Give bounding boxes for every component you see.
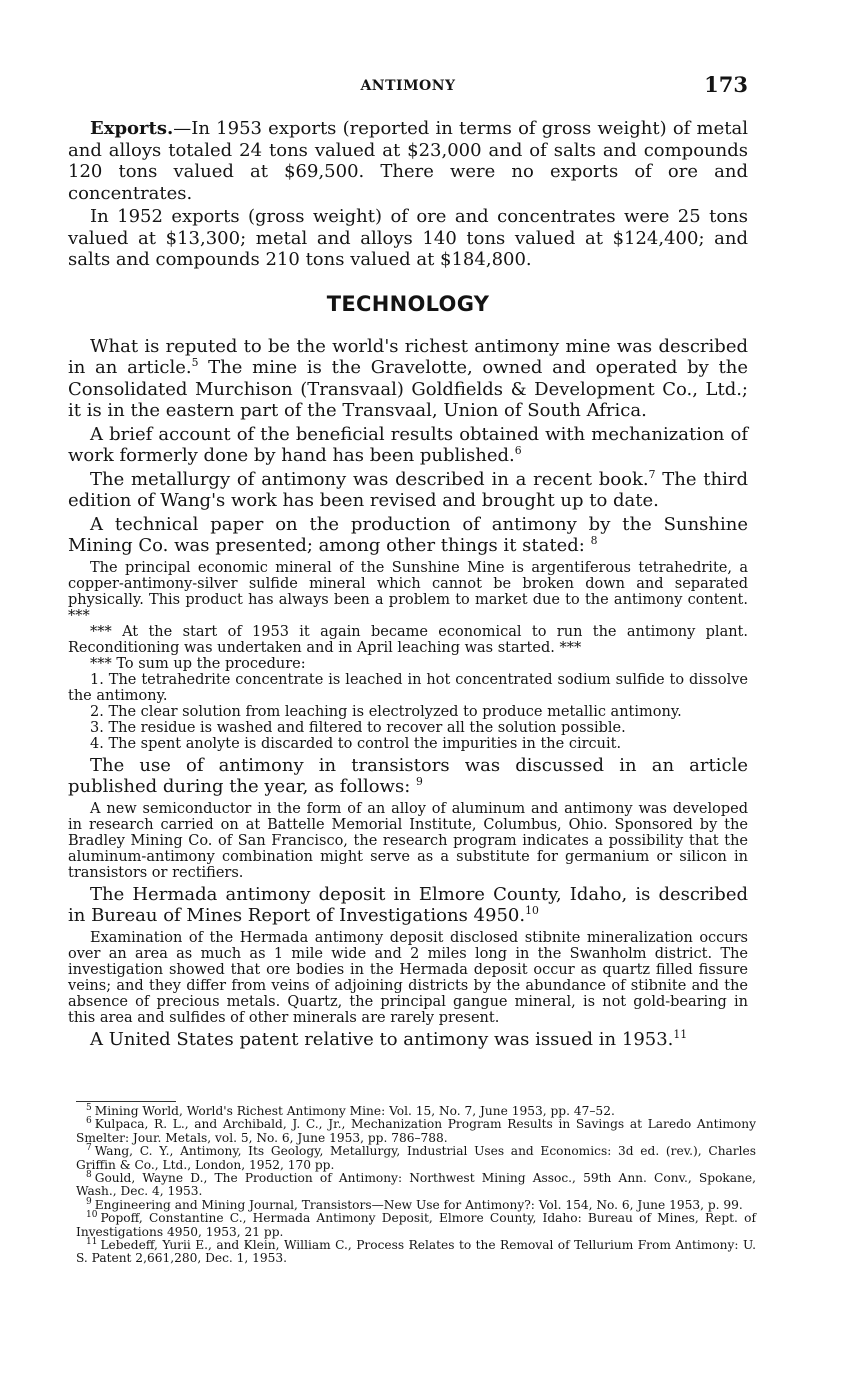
footnote-ref-5: 5: [191, 356, 199, 369]
sunshine-quote: [68, 560, 748, 752]
hermada-quote: [68, 930, 748, 1026]
footnote-text: Gould, Wayne D., The Production of Antimony: Northwest Mining Assoc., 59th Ann. Conv., Spokane, Wash., Dec. 4, 1953.: [76, 1171, 756, 1199]
hermada-text: The Hermada antimony deposit in Elmore County, Idaho, is described in Bureau of Mines Report of Investigations 4950.: [68, 883, 748, 926]
footnote: [76, 1145, 756, 1172]
quote-paragraph: The principal economic mineral of the Sunshine Mine is argentiferous tetrahedrite, a copper-antimony-silver sulfide mineral which cannot be broken down and separated physically. This product has always been a problem to market due to the antimony content. ***: [68, 559, 748, 624]
page-header: [68, 72, 748, 104]
hermada-paragraph: [68, 884, 748, 927]
footnote-marker: 11: [86, 1237, 98, 1247]
footnote-marker: 10: [86, 1210, 98, 1221]
footnote-divider: [76, 1101, 176, 1102]
patent-text: A United States patent relative to antimony was issued in 1953.: [90, 1028, 674, 1050]
footnotes: [76, 1101, 756, 1266]
exports-text: —In 1953 exports (reported in terms of gross weight) of metal and alloys totaled 24 tons valued at $23,000 and of salts and compounds 120 tons valued at $69,500. There were no exports of ore and concentrates.: [68, 118, 748, 204]
procedure-step: 2. The clear solution from leaching is electrolyzed to produce metallic antimony.: [90, 703, 682, 720]
metallurgy-paragraph: [68, 469, 748, 512]
exports-1952-paragraph: In 1952 exports (gross weight) of ore and concentrates were 25 tons valued at $13,300; metal and alloys 140 tons valued at $124,400; and salts and compounds 210 tons valued at $184,800.: [68, 206, 748, 270]
exports-lead: Exports.: [90, 118, 174, 139]
mechanization-text: A brief account of the beneficial results obtained with mechanization of work formerly done by hand has been published.: [68, 423, 748, 466]
gravelotte-text-a: What is reputed to be the world's richest antimony mine was described in an article.: [68, 335, 748, 378]
footnote-text: Engineering and Mining Journal, Transistors—New Use for Antimony?: Vol. 154, No. 6, June 1953, p. 99.: [94, 1197, 743, 1212]
metallurgy-text-a: The metallurgy of antimony was described in a recent book.: [90, 468, 649, 490]
footnote-ref-8: 8: [590, 534, 598, 547]
running-head: ANTIMONY: [360, 78, 456, 94]
gravelotte-paragraph: [68, 336, 748, 422]
footnote-text: Mining World, World's Richest Antimony Mine: Vol. 15, No. 7, June 1953, pp. 47–52.: [94, 1104, 615, 1118]
quote-paragraph: A new semiconductor in the form of an alloy of aluminum and antimony was developed in research carried on at Battelle Memorial Institute, Columbus, Ohio. Sponsored by the Bradley Mining Co. of San Francisco, the research program indicates a possibility that the aluminum-antimony combination might serve as a substitute for germanium or silicon in transistors or rectifiers.: [68, 800, 748, 881]
footnote-marker: 9: [86, 1196, 92, 1207]
procedure-step: 3. The residue is washed and filtered to recover all the solution possible.: [90, 719, 626, 736]
sunshine-text: A technical paper on the production of antimony by the Sunshine Mining Co. was presented; among other things it stated:: [68, 513, 748, 556]
transistors-text: The use of antimony in transistors was discussed in an article published during the year, as follows:: [68, 754, 748, 797]
footnote: [76, 1239, 756, 1266]
exports-paragraph: [68, 118, 748, 204]
footnote-text: Wang, C. Y., Antimony, Its Geology, Metallurgy, Industrial Uses and Economics: 3d ed. (rev.), Charles Griffin & Co., Ltd., London, 1952, 170 pp.: [76, 1144, 756, 1172]
footnote-text: Kulpaca, R. L., and Archibald, J. C., Jr., Mechanization Program Results in Savings at Laredo Antimony Smelter: Jour. Metals, vol. 5, No. 6, June 1953, pp. 786–788.: [76, 1117, 756, 1145]
metallurgy-text-b: The third edition of Wang's work has been revised and brought up to date.: [68, 468, 749, 511]
quote-paragraph: *** At the start of 1953 it again became economical to run the antimony plant. Reconditioning was undertaken and in April leaching was started. ***: [68, 623, 748, 656]
quote-paragraph: Examination of the Hermada antimony deposit disclosed stibnite mineralization occurs over an area as much as 1 mile wide and 2 miles long in the Swanholm district. The investigation showed that ore bodies in the Hermada deposit occur as quartz filled fissure veins; and they differ from veins of adjoining districts by the abundance of stibnite and the absence of precious metals. Quartz, the principal gangue mineral, is not gold-bearing in this area and sulfides of other minerals are rarely present.: [68, 929, 748, 1026]
transistors-paragraph: [68, 755, 748, 798]
page-number: 173: [704, 72, 748, 97]
footnote-ref-10: 10: [525, 904, 539, 917]
footnote-marker: 5: [86, 1102, 92, 1113]
footnote: [76, 1212, 756, 1239]
transistor-quote: [68, 801, 748, 881]
section-heading-technology: TECHNOLOGY: [326, 291, 490, 316]
patent-paragraph: [68, 1029, 748, 1051]
footnote-ref-9: 9: [416, 775, 423, 788]
footnote-text: Popoff, Constantine C., Hermada Antimony Deposit, Elmore County, Idaho: Bureau of Mines, Rept. of Investigations 4950, 1953, 21 pp.: [76, 1211, 756, 1239]
procedure-step: 4. The spent anolyte is discarded to control the impurities in the circuit.: [90, 735, 622, 752]
footnote-ref-11: 11: [673, 1027, 688, 1041]
footnote: [76, 1118, 756, 1145]
gravelotte-text-b: The mine is the Gravelotte, owned and operated by the Consolidated Murchison (Transvaal) Goldfields & Development Co., Ltd.; it is in the eastern part of the Transvaal, Union of South Africa.: [68, 357, 749, 421]
footnote-text: Lebedeff, Yurii E., and Klein, William C., Process Relates to the Removal of Tellurium From Antimony: U. S. Patent 2,661,280, Dec. 1, 1953.: [76, 1238, 756, 1266]
procedure-step: 1. The tetrahedrite concentrate is leached in hot concentrated sodium sulfide to dissolve the antimony.: [68, 671, 748, 704]
sunshine-paragraph: [68, 514, 748, 557]
quote-paragraph: *** To sum up the procedure:: [90, 655, 306, 672]
footnote-ref-6: 6: [514, 444, 522, 457]
footnote: [76, 1169, 756, 1199]
footnote-marker: 6: [86, 1116, 92, 1127]
mechanization-paragraph: [68, 424, 748, 467]
page-body: [68, 118, 748, 1050]
footnote-marker: 7: [86, 1143, 92, 1154]
footnote-ref-7: 7: [648, 467, 656, 481]
footnote-marker: 8: [86, 1169, 92, 1180]
